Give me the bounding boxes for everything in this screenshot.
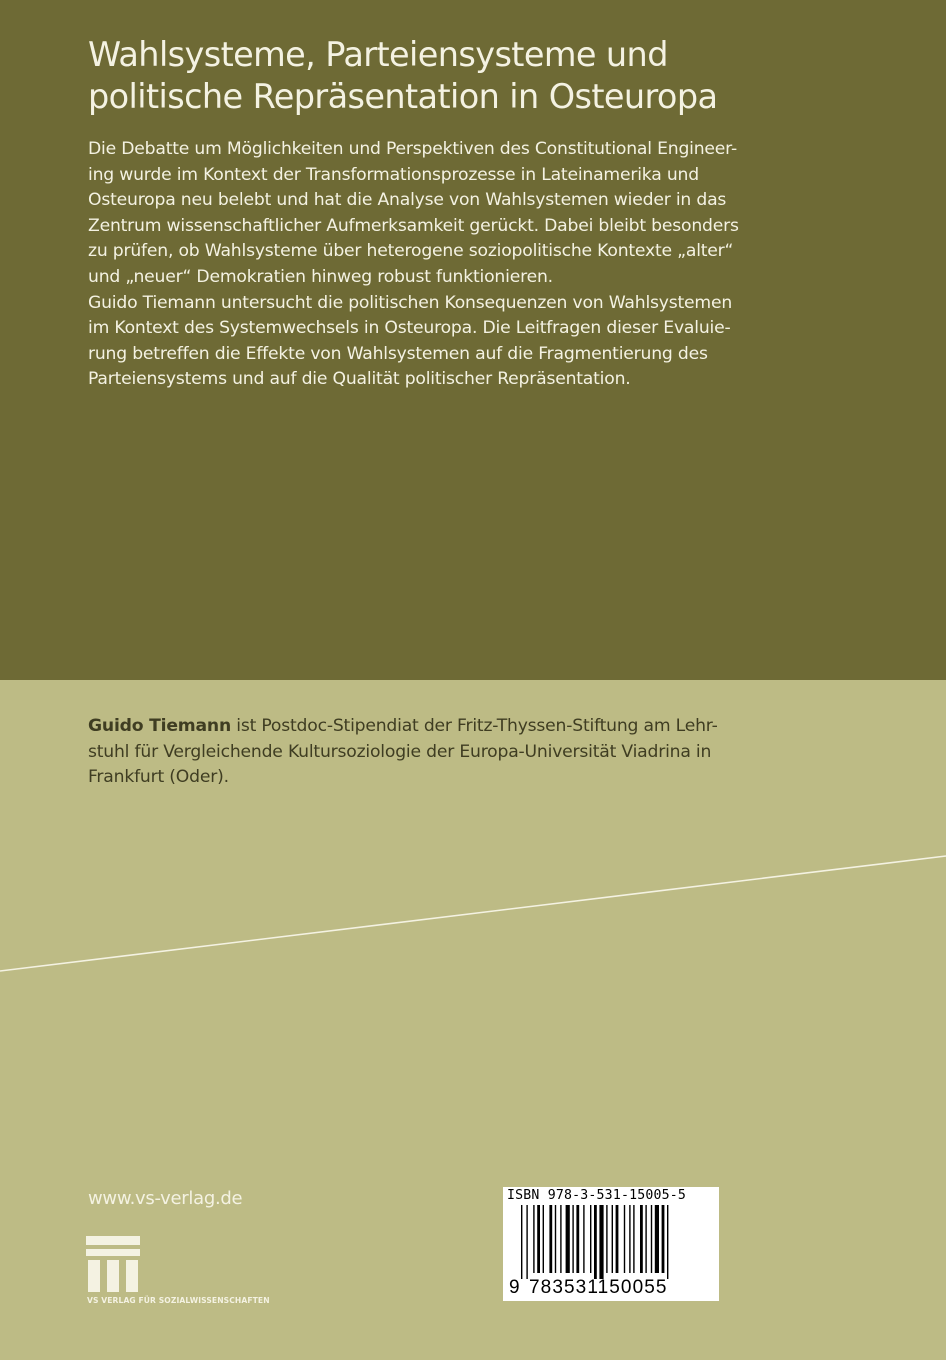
author-bio-line-1 <box>88 714 828 740</box>
description-line: ing wurde im Kontext der Transformationsprozesse in Lateinamerika und <box>88 164 699 185</box>
barcode-bar <box>645 1205 646 1273</box>
barcode-bar <box>629 1205 630 1273</box>
description-line: Zentrum wissenschaftlicher Aufmerksamkeit gerückt. Dabei bleibt besonders <box>88 215 739 236</box>
barcode-bar <box>633 1205 634 1273</box>
barcode-bar <box>533 1205 534 1273</box>
author-name: Guido Tiemann <box>88 716 231 736</box>
barcode-bar <box>560 1205 561 1273</box>
barcode-bar <box>555 1205 556 1273</box>
publisher-website-link[interactable]: www.vs-verlag.de <box>88 1188 243 1209</box>
barcode-bar <box>549 1205 552 1273</box>
description-line: im Kontext des Systemwechsels in Osteuropa. Die Leitfragen dieser Evaluie- <box>88 318 731 339</box>
book-title-line-1: Wahlsysteme, Parteiensysteme und <box>88 35 668 74</box>
barcode-bar <box>566 1205 570 1273</box>
barcode-bar <box>616 1205 619 1273</box>
description-line: Die Debatte um Möglichkeiten und Perspektiven des Constitutional Engineer- <box>88 139 737 159</box>
barcode-bar <box>599 1205 603 1279</box>
author-bio-line-2: stuhl für Vergleichende Kultursoziologie der Europa-Universität Viadrina in <box>88 741 712 762</box>
barcode-bar <box>594 1205 597 1279</box>
barcode-bar <box>651 1205 652 1273</box>
barcode-bar <box>590 1205 591 1273</box>
barcode-bar <box>606 1205 607 1273</box>
barcode-bar <box>537 1205 540 1273</box>
barcode-bar <box>624 1205 625 1273</box>
barcode-bar <box>640 1205 643 1273</box>
barcode-bar <box>655 1205 659 1273</box>
description-line: zu prüfen, ob Wahlsysteme über heterogene soziopolitische Kontexte „alter“ <box>88 241 734 262</box>
author-bio-text: ist Postdoc-Stipendiat der Fritz-Thyssen-Stiftung am Lehr- <box>230 716 718 736</box>
barcode-bar <box>526 1205 527 1279</box>
barcode-digits: 783531150055 <box>529 1277 668 1298</box>
barcode-bar <box>572 1205 573 1273</box>
description-line: Guido Tiemann untersucht die politischen Konsequenzen von Wahlsystemen <box>88 292 733 313</box>
vs-verlag-logo-icon <box>86 1236 142 1294</box>
isbn-label: ISBN 978-3-531-15005-5 <box>507 1188 687 1203</box>
description-line: rung betreffen die Effekte von Wahlsystemen auf die Fragmentierung des <box>88 343 708 364</box>
book-title-line-2: politische Repräsentation in Osteuropa <box>88 77 718 116</box>
book-title <box>88 34 888 118</box>
barcode-bar <box>583 1205 584 1273</box>
isbn-barcode <box>503 1187 719 1301</box>
diagonal-divider-line <box>0 840 946 980</box>
barcode-bar <box>543 1205 544 1273</box>
barcode-bar <box>576 1205 579 1273</box>
author-bio <box>88 714 828 791</box>
barcode-bar <box>521 1205 522 1279</box>
book-description <box>88 137 828 393</box>
barcode-bar <box>667 1205 668 1279</box>
barcode-bars <box>503 1205 719 1279</box>
description-line: und „neuer“ Demokratien hinweg robust funktionieren. <box>88 266 553 287</box>
publisher-name: VS VERLAG FÜR SOZIALWISSENSCHAFTEN <box>87 1296 270 1305</box>
author-bio-line-3: Frankfurt (Oder). <box>88 767 229 788</box>
barcode-first-digit: 9 <box>509 1277 520 1298</box>
barcode-bar <box>612 1205 613 1273</box>
barcode-bar <box>662 1205 665 1273</box>
description-line: Osteuropa neu belebt und hat die Analyse von Wahlsystemen wieder in das <box>88 190 727 211</box>
description-line: Parteiensystems und auf die Qualität politischer Repräsentation. <box>88 369 631 390</box>
